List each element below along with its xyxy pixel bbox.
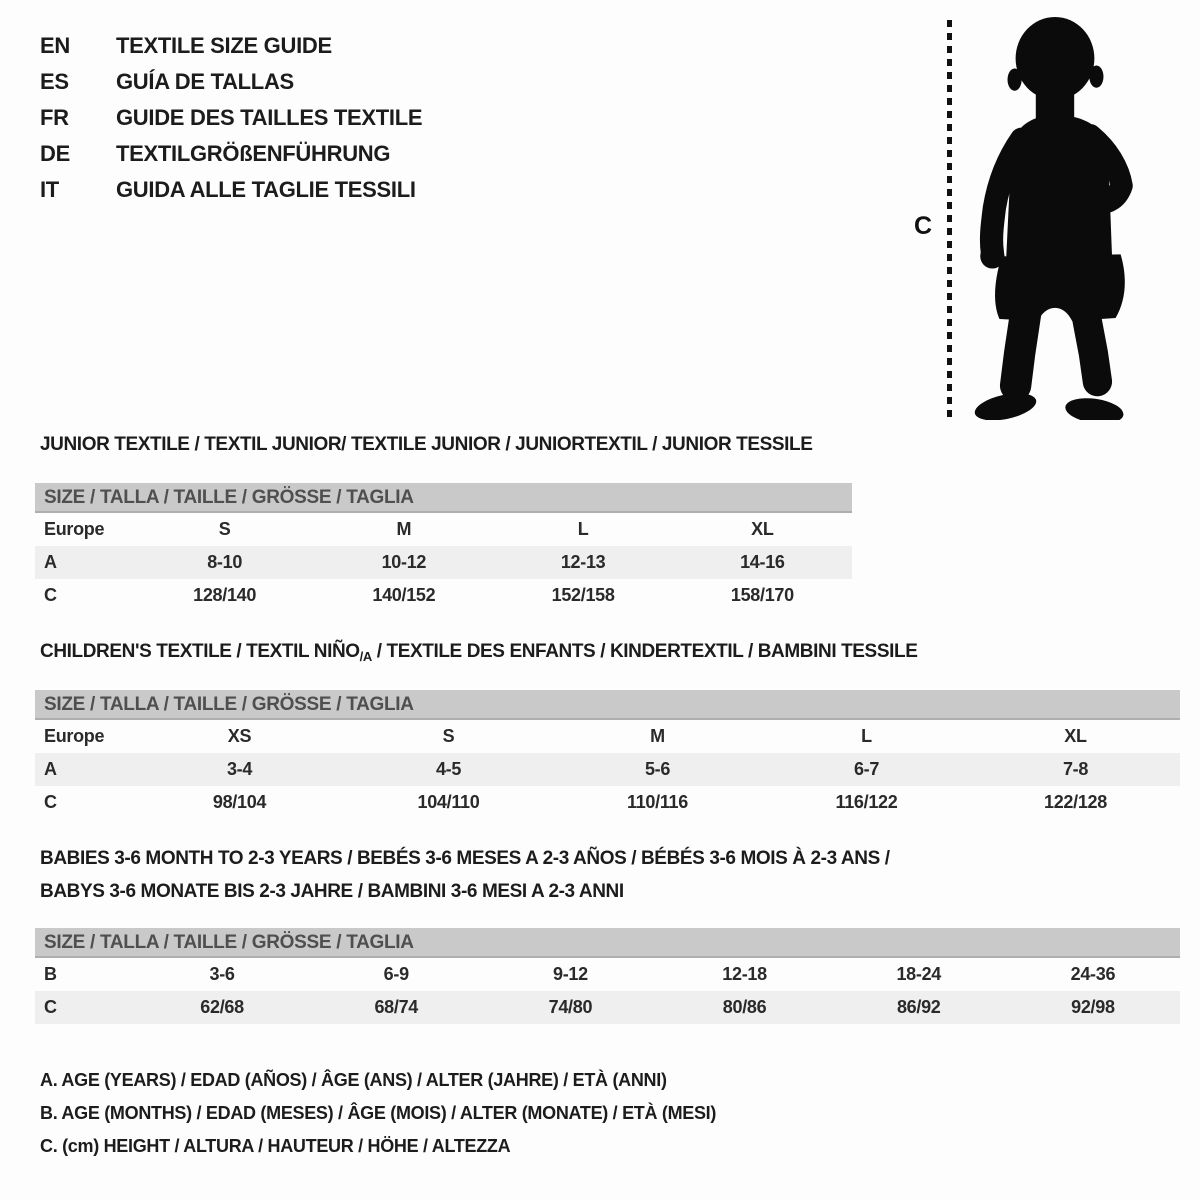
size-cell: 104/110 (417, 792, 480, 812)
language-title: GUIDE DES TAILLES TEXTILE (116, 105, 423, 130)
language-code: IT (40, 177, 59, 202)
size-header-bar: SIZE / TALLA / TAILLE / GRÖSSE / TAGLIA (35, 928, 1180, 958)
size-cell: 10-12 (381, 552, 427, 572)
row-label: C (44, 997, 57, 1017)
height-dashed-line (947, 20, 952, 418)
section-heading-junior: JUNIOR TEXTILE / TEXTIL JUNIOR/ TEXTILE JUNIOR / JUNIORTEXTIL / JUNIOR TESSILE (40, 434, 813, 455)
size-cell: 3-4 (226, 759, 253, 779)
size-cell: 110/116 (627, 792, 688, 812)
language-title: GUIDA ALLE TAGLIE TESSILI (116, 177, 416, 202)
row-label: C (44, 792, 57, 812)
row-label: A (44, 759, 57, 779)
size-cell: 18-24 (896, 964, 942, 984)
size-cell: 5-6 (644, 759, 671, 779)
language-row-en (40, 28, 422, 64)
size-cell: L (861, 726, 872, 746)
language-row-de (40, 136, 422, 172)
row-label: Europe (44, 726, 105, 746)
size-cell: 158/170 (730, 585, 794, 605)
language-code: ES (40, 69, 69, 94)
size-cell: 128/140 (193, 585, 257, 605)
language-row-es (40, 64, 422, 100)
language-code: EN (40, 33, 70, 58)
size-cell: 7-8 (1062, 759, 1089, 779)
toddler-silhouette-icon (965, 16, 1147, 420)
heading-text: / TEXTILE DES ENFANTS / KINDERTEXTIL / BAMBINI TESSILE (371, 641, 918, 662)
language-title: TEXTILGRÖßENFÜHRUNG (116, 141, 391, 166)
size-cell: 24-36 (1070, 964, 1116, 984)
size-cell: 74/80 (548, 997, 593, 1017)
size-cell: 86/92 (896, 997, 941, 1017)
language-code: DE (40, 141, 70, 166)
size-cell: 116/122 (835, 792, 898, 812)
heading-text: CHILDREN'S TEXTILE / TEXTIL NIÑO (40, 641, 360, 662)
table-row-age (35, 546, 852, 579)
size-cell: 92/98 (1071, 997, 1115, 1017)
language-title-list (40, 28, 422, 208)
size-header-bar: SIZE / TALLA / TAILLE / GRÖSSE / TAGLIA (35, 483, 852, 513)
size-cell: L (577, 519, 589, 539)
size-cell: XS (227, 726, 252, 746)
table-row-months (35, 958, 1180, 991)
size-header-bar: SIZE / TALLA / TAILLE / GRÖSSE / TAGLIA (35, 690, 1180, 720)
size-cell: M (396, 519, 412, 539)
heading-line-2: BABYS 3-6 MONATE BIS 2-3 JAHRE / BAMBINI 3-6 MESI A 2-3 ANNI (40, 881, 624, 902)
legend-line-b: B. AGE (MONTHS) / EDAD (MESES) / ÂGE (MOIS) / ALTER (MONATE) / ETÀ (MESI) (40, 1103, 717, 1123)
table-row-height (35, 991, 1180, 1024)
size-table-children (35, 690, 1180, 819)
table-row-europe (35, 720, 1180, 753)
size-cell: M (650, 726, 665, 746)
row-label: C (44, 585, 57, 605)
row-label: Europe (44, 519, 105, 539)
section-heading-babies (40, 842, 890, 908)
table-row-europe (35, 513, 852, 546)
heading-line-1: BABIES 3-6 MONTH TO 2-3 YEARS / BEBÉS 3-6 MESES A 2-3 AÑOS / BÉBÉS 3-6 MOIS À 2-3 ANS / (40, 848, 890, 869)
table-row-height (35, 579, 852, 612)
size-table-junior (35, 483, 852, 612)
size-cell: 80/86 (722, 997, 767, 1017)
language-row-fr (40, 100, 422, 136)
section-heading-children (40, 641, 917, 664)
size-cell: 122/128 (1044, 792, 1107, 812)
legend-line-a: A. AGE (YEARS) / EDAD (AÑOS) / ÂGE (ANS) / ALTER (JAHRE) / ETÀ (ANNI) (40, 1070, 667, 1090)
size-cell: XL (751, 519, 774, 539)
size-cell: 12-18 (722, 964, 767, 984)
row-label: B (44, 964, 57, 984)
size-cell: 14-16 (740, 552, 785, 572)
height-measure-figure (900, 14, 1160, 426)
measure-c-label: C (914, 212, 932, 240)
size-cell: S (218, 519, 231, 539)
size-cell: 140/152 (372, 585, 436, 605)
language-title: TEXTILE SIZE GUIDE (116, 33, 332, 58)
language-code: FR (40, 105, 69, 130)
size-cell: 98/104 (212, 792, 267, 812)
measurement-legend (40, 1064, 716, 1163)
row-label: A (44, 552, 57, 572)
legend-line-c: C. (cm) HEIGHT / ALTURA / HAUTEUR / HÖHE / ALTEZZA (40, 1136, 511, 1156)
size-cell: 6-9 (383, 964, 409, 984)
size-cell: 3-6 (209, 964, 235, 984)
language-title: GUÍA DE TALLAS (116, 69, 294, 94)
language-row-it (40, 172, 422, 208)
size-cell: S (442, 726, 455, 746)
size-cell: 12-13 (560, 552, 606, 572)
size-cell: 152/158 (551, 585, 615, 605)
table-row-age (35, 753, 1180, 786)
table-row-height (35, 786, 1180, 819)
size-cell: XL (1064, 726, 1087, 746)
size-cell: 9-12 (553, 964, 588, 984)
size-cell: 6-7 (853, 759, 880, 779)
size-table-babies (35, 928, 1180, 1024)
size-cell: 8-10 (207, 552, 243, 572)
size-cell: 68/74 (374, 997, 419, 1017)
heading-subscript: /A (359, 649, 372, 664)
size-cell: 4-5 (435, 759, 462, 779)
size-cell: 62/68 (200, 997, 244, 1017)
